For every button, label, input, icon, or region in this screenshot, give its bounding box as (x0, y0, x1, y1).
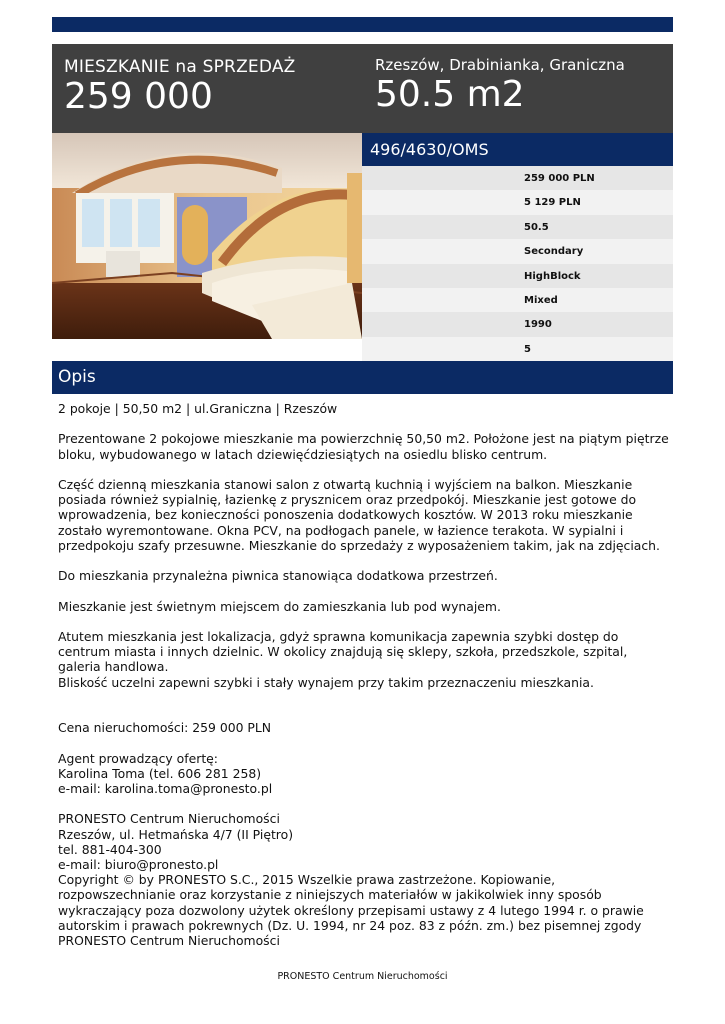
copyright-notice: Copyright © by PRONESTO S.C., 2015 Wszelkie prawa zastrzeżone. Kopiowanie, rozpowszechnianie oraz korzystanie z niniejszych materiałów w jakikolwiek inny sposób wykraczający poza dozwolony użytek określony przepisami ustawy z 4 lutego 1994 r. o prawie autorskim i prawach pokrewnych (Dz. U. 1994, nr 24 poz. 83 z późn. zm.) bez pisemnej zgody PRONESTO Centrum Nieruchomości (58, 872, 644, 948)
detail-row (362, 215, 673, 239)
detail-value: Secondary (524, 246, 584, 258)
detail-value: 259 000 PLN (524, 173, 595, 184)
company-name: PRONESTO Centrum Nieruchomości (58, 811, 280, 827)
description-heading-bar (52, 361, 673, 394)
detail-row (362, 190, 673, 214)
top-accent-bar (52, 17, 673, 32)
description-paragraph: Część dzienną mieszkania stanowi salon z otwartą kuchnią i wyjściem na balkon. Mieszkanie posiada również sypialnię, łazienkę z prysznicem oraz przedpokój. Mieszkanie jest gotowe do wprowadzenia, bez konieczności ponoszenia dodatkowych kosztów. W 2013 roku mieszkanie zostało wyremontowane. Okna PCV, na podłogach panele, w łazience terakota. W sypialni i przedpokoju szafy przesuwne. Mieszkanie do sprzedaży z wyposażeniem takim, jak na zdjęciach. (58, 476, 660, 553)
detail-row (362, 239, 673, 263)
price-line: Cena nieruchomości: 259 000 PLN (58, 720, 272, 736)
offer-type: MIESZKANIE na SPRZEDAŻ (64, 57, 296, 77)
header-area: 50.5 m2 (375, 74, 525, 115)
detail-row (362, 166, 673, 190)
detail-row (362, 337, 673, 361)
reference-bar (362, 133, 673, 166)
page-footer: PRONESTO Centrum Nieruchomości (277, 971, 448, 982)
detail-row (362, 312, 673, 336)
description-paragraph: Bliskość uczelni zapewni szybki i stały wynajem przy takim przeznaczeniu mieszkania. (58, 674, 594, 690)
detail-value: 5 129 PLN (524, 197, 581, 209)
listing-header (52, 44, 673, 133)
apartment-photo (52, 133, 362, 339)
description-body (58, 401, 670, 948)
description-summary: 2 pokoje | 50,50 m2 | ul.Graniczna | Rzeszów (58, 401, 338, 416)
description-heading: Opis (58, 367, 96, 387)
details-table (362, 166, 673, 361)
description-paragraph: Atutem mieszkania jest lokalizacja, gdyż sprawna komunikacja zapewnia szybki dostęp do centrum miasta i innych dzielnic. W okolicy znajdują się sklepy, szkoła, przedszkole, szpital, galeria handlowa. (58, 628, 628, 675)
agent-email: e-mail: karolina.toma@pronesto.pl (58, 780, 273, 796)
detail-value: 1990 (524, 319, 552, 331)
company-phone: tel. 881-404-300 (58, 841, 162, 857)
company-email: e-mail: biuro@pronesto.pl (58, 856, 219, 872)
detail-value: HighBlock (524, 270, 581, 282)
detail-row (362, 288, 673, 312)
detail-value: Mixed (524, 294, 558, 306)
header-location: Rzeszów, Drabinianka, Graniczna (375, 56, 625, 74)
description-paragraph: Prezentowane 2 pokojowe mieszkanie ma powierzchnię 50,50 m2. Położone jest na piątym piętrze bloku, wybudowanego w latach dziewięćdziesiątych na osiedlu blisko centrum. (58, 431, 669, 462)
header-price: 259 000 (64, 76, 213, 117)
agent-name: Karolina Toma (tel. 606 281 258) (58, 765, 262, 781)
company-address: Rzeszów, ul. Hetmańska 4/7 (II Piętro) (58, 826, 294, 842)
detail-value: 5 (524, 343, 531, 355)
description-paragraph: Do mieszkania przynależna piwnica stanowiąca dodatkowa przestrzeń. (58, 568, 498, 584)
reference-number: 496/4630/OMS (370, 140, 489, 159)
detail-value: 50.5 (524, 221, 549, 233)
description-paragraph: Mieszkanie jest świetnym miejscem do zamieszkania lub pod wynajem. (58, 598, 501, 614)
agent-label: Agent prowadzący ofertę: (58, 750, 218, 766)
detail-row (362, 264, 673, 288)
